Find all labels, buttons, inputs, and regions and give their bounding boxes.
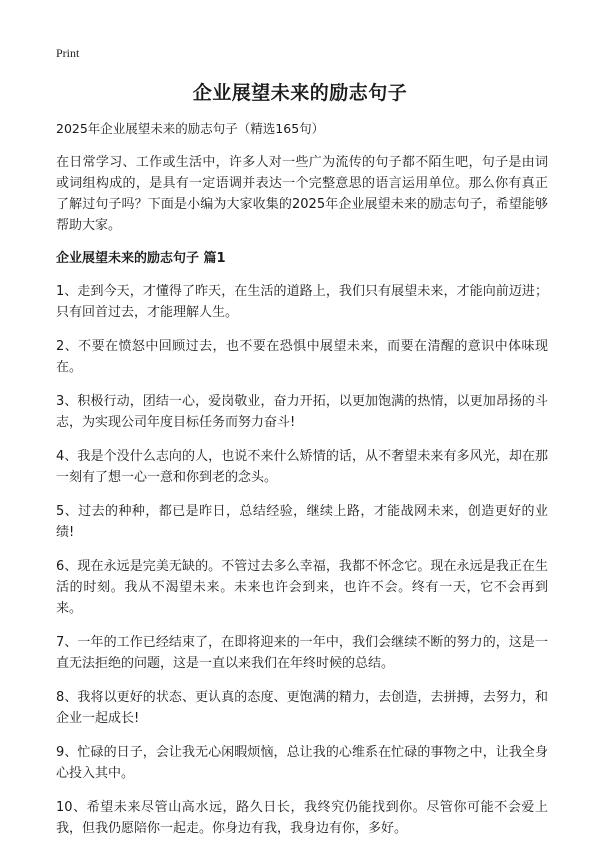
list-item: 7、一年的工作已经结束了，在即将迎来的一年中，我们会继续不断的努力的，这是一直无法拒绝的问题，这是一直以来我们在年终时候的总结。	[56, 635, 548, 671]
list-item: 4、我是个没什么志向的人，也说不来什么矫情的话，从不奢望未来有多风光，却在那一刻有了想一心一意和你到老的念头。	[56, 449, 548, 485]
list-item: 9、忙碌的日子，会让我无心闲暇烦恼，总让我的心维系在忙碌的事物之中，让我全身心投入其中。	[56, 745, 548, 781]
list-item: 5、过去的种种，都已是昨日，总结经验，继续上路，才能战网未来，创造更好的业绩!	[56, 504, 548, 540]
list-item: 1、走到今天，才懂得了昨天，在生活的道路上，我们只有展望未来，才能向前迈进；只有回首过去，才能理解人生。	[56, 284, 548, 320]
list-item: 10、希望未来尽管山高水远，路久日长，我终究仍能找到你。尽管你可能不会爱上我，但我仍愿陪你一起走。你身边有我，我身边有你，多好。	[56, 800, 548, 836]
article-body	[56, 120, 548, 852]
page-title: 企业展望未来的励志句子	[192, 82, 408, 104]
list-item: 8、我将以更好的状态、更认真的态度、更饱满的精力，去创造，去拼搏，去努力，和企业一起成长!	[56, 690, 548, 726]
list-item: 6、现在永远是完美无缺的。不管过去多么幸福，我都不怀念它。现在永远是我正在生活的时刻。我从不渴望未来。未来也许会到来，也许不会。终有一天，它不会再到来。	[56, 559, 548, 616]
intro-paragraph: 在日常学习、工作或生活中，许多人对一些广为流传的句子都不陌生吧，句子是由词或词组构成的，是具有一定语调并表达一个完整意思的语言运用单位。那么你有真正了解过句子吗？下面是小编为大家收集的2025年企业展望未来的励志句子，希望能够帮助大家。	[56, 155, 548, 233]
section-heading: 企业展望未来的励志句子 篇1	[56, 251, 226, 266]
list-item: 3、积极行动，团结一心，爱岗敬业，奋力开拓，以更加饱满的热情，以更加昂扬的斗志，为实现公司年度目标任务而努力奋斗!	[56, 394, 548, 430]
article-subtitle: 2025年企业展望未来的励志句子（精选165句）	[56, 121, 325, 136]
print-link[interactable]: Print	[56, 46, 80, 60]
list-item: 2、不要在愤怒中回顾过去，也不要在恐惧中展望未来，而要在清醒的意识中体味现在。	[56, 339, 548, 375]
